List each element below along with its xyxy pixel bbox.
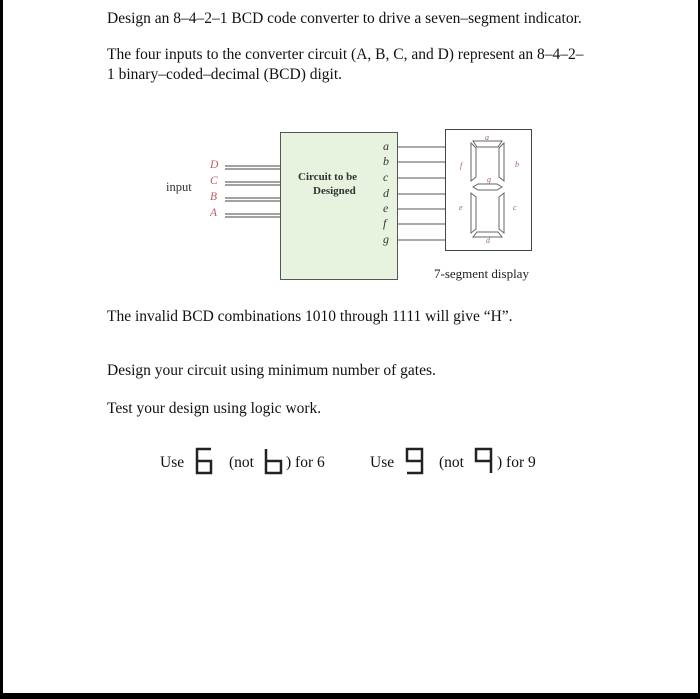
segment-label-c: c <box>513 203 517 212</box>
not-text-2: (not <box>439 454 464 471</box>
minimum-gates-note: Design your circuit using minimum number of gates. <box>107 362 436 379</box>
test-note: Test your design using logic work. <box>107 400 322 417</box>
output-label-f: f <box>383 216 387 230</box>
segment-label-f: f <box>460 161 463 170</box>
problem-para-line1: The four inputs to the converter circuit (A, B, C, and D) represent an 8–4–2– <box>107 46 584 63</box>
digit-six-incorrect-icon <box>264 447 284 475</box>
digit-nine-incorrect-icon <box>474 447 494 475</box>
not-text-1: (not <box>229 454 254 471</box>
circuit-box-label-line2: Designed <box>313 185 356 197</box>
display-caption: 7-segment display <box>434 266 529 281</box>
problem-title: Design an 8–4–2–1 BCD code converter to drive a seven–segment indicator. <box>107 10 582 27</box>
segment-label-d: d <box>486 236 490 245</box>
input-label: input <box>166 180 192 194</box>
output-label-g: g <box>383 232 389 246</box>
output-wires <box>3 0 698 300</box>
segment-label-e: e <box>459 203 463 212</box>
page <box>3 0 698 693</box>
use-text-1: Use <box>160 454 185 471</box>
output-label-a: a <box>383 139 389 153</box>
use-text-2: Use <box>370 454 395 471</box>
for-nine-text: ) for 9 <box>497 454 536 471</box>
for-six-text: ) for 6 <box>286 454 325 471</box>
seven-segment-glyph <box>445 129 532 251</box>
invalid-combinations-note: The invalid BCD combinations 1010 through 1111 will give “H”. <box>107 308 513 325</box>
input-pin-b: B <box>210 191 218 203</box>
digit-nine-correct-icon <box>405 447 425 475</box>
digit-six-correct-icon <box>195 447 215 475</box>
input-pin-d: D <box>210 159 219 171</box>
segment-label-a: a <box>485 133 489 142</box>
output-label-d: d <box>383 186 389 200</box>
output-label-c: c <box>383 170 389 184</box>
output-label-e: e <box>383 201 389 215</box>
problem-para-line2: 1 binary–coded–decimal (BCD) digit. <box>107 66 343 83</box>
input-pin-a: A <box>210 207 218 219</box>
input-pin-c: C <box>210 175 218 187</box>
circuit-box-label-line1: Circuit to be <box>298 171 358 183</box>
output-label-b: b <box>383 154 389 168</box>
segment-label-g: g <box>487 175 491 184</box>
segment-label-b: b <box>515 160 519 169</box>
